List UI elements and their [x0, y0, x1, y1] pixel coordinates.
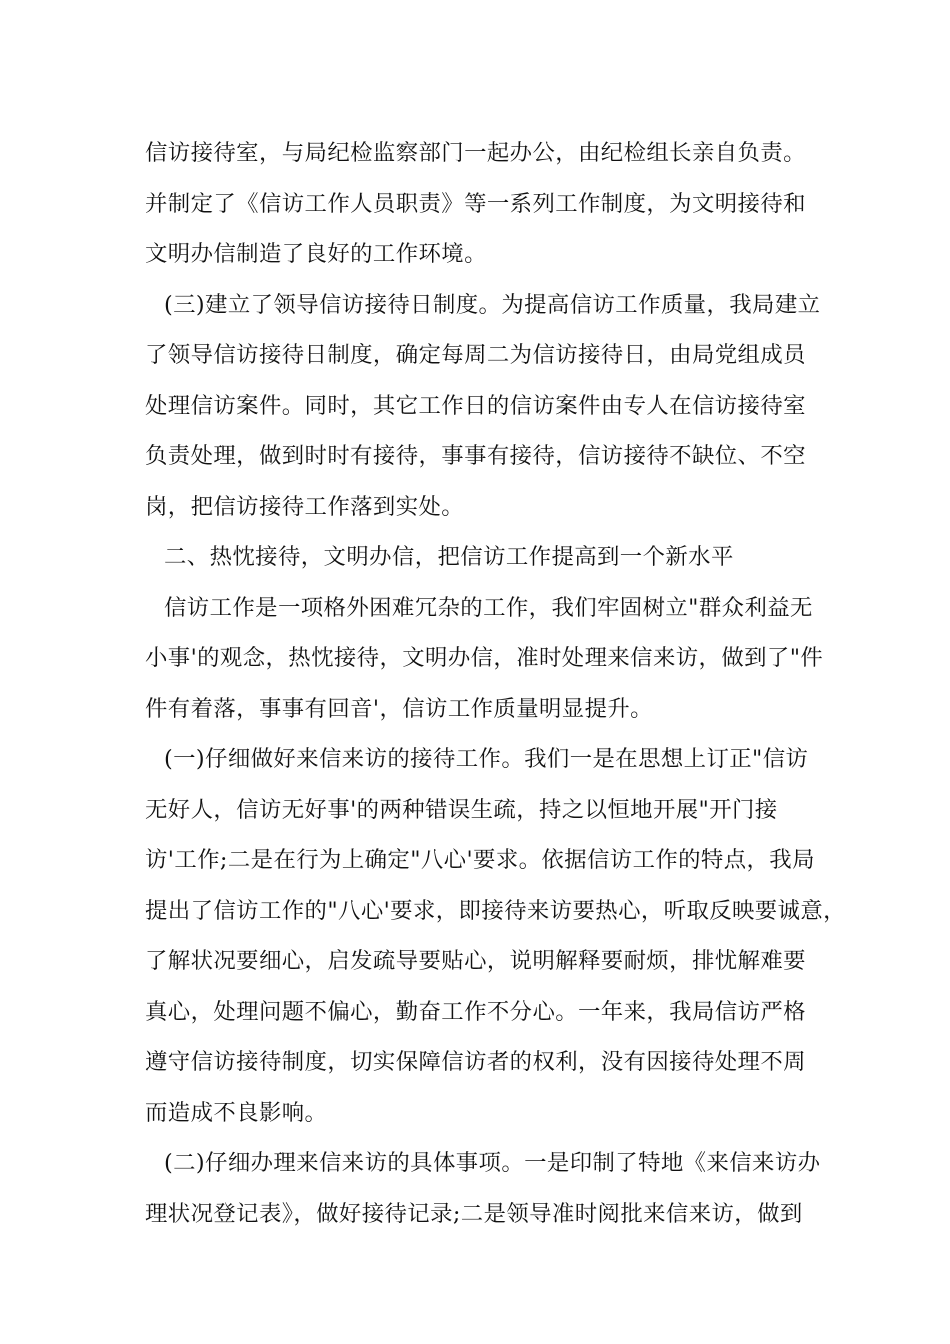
text-line: 岗，把信访接待工作落到实处。	[145, 493, 465, 520]
text-line: 负责处理，做到时时有接待，事事有接待，信访接待不缺位、不空	[145, 443, 806, 469]
text-line: 了领导信访接待日制度，确定每周二为信访接待日，由局党组成员	[145, 342, 806, 368]
text-line: 真心，处理问题不偏心，勤奋工作不分心。一年来，我局信访严格	[145, 998, 806, 1025]
paragraph-start: 信访工作是一项格外困难冗杂的工作，我们牢固树立"群众利益无	[164, 594, 813, 621]
text-line: 遵守信访接待制度，切实保障信访者的权利，没有因接待处理不周	[145, 1049, 806, 1075]
text-line: 件有着落，事事有回音'，信访工作质量明显提升。	[145, 695, 653, 722]
text-line: 访'工作;二是在行为上确定"八心'要求。依据信访工作的特点，我局	[145, 847, 815, 873]
paragraph-heading: (一)仔细做好来信来访的接待工作。我们一是在思想上订正"信访	[164, 746, 809, 772]
document-body	[145, 128, 846, 1239]
paragraph-heading: (三)建立了领导信访接待日制度。为提高信访工作质量，我局建立	[164, 291, 821, 318]
text-line: 并制定了《信访工作人员职责》等一系列工作制度，为文明接待和	[145, 190, 806, 217]
text-line: 处理信访案件。同时，其它工作日的信访案件由专人在信访接待室	[145, 392, 806, 419]
paragraph-heading: (二)仔细办理来信来访的具体事项。一是印制了特地《来信来访办	[164, 1150, 821, 1176]
text-line: 提出了信访工作的"八心'要求，即接待来访要热心，听取反映要诚意，	[145, 897, 846, 924]
text-line: 理状况登记表》，做好接待记录;二是领导准时阅批来信来访，做到	[145, 1200, 803, 1227]
section-heading: 二、热忱接待，文明办信，把信访工作提高到一个新水平	[164, 544, 734, 570]
text-line: 了解状况要细心，启发疏导要贴心，说明解释要耐烦，排忧解难要	[145, 948, 806, 974]
text-line: 信访接待室，与局纪检监察部门一起办公，由纪检组长亲自负责。	[145, 140, 806, 166]
text-line: 小事'的观念，热忱接待，文明办信，准时处理来信来访，做到了"件	[145, 645, 824, 671]
text-line: 无好人，信访无好事'的两种错误生疏，持之以恒地开展"开门接	[145, 796, 778, 823]
text-line: 而造成不良影响。	[145, 1099, 328, 1126]
text-line: 文明办信制造了良好的工作环境。	[145, 241, 487, 267]
